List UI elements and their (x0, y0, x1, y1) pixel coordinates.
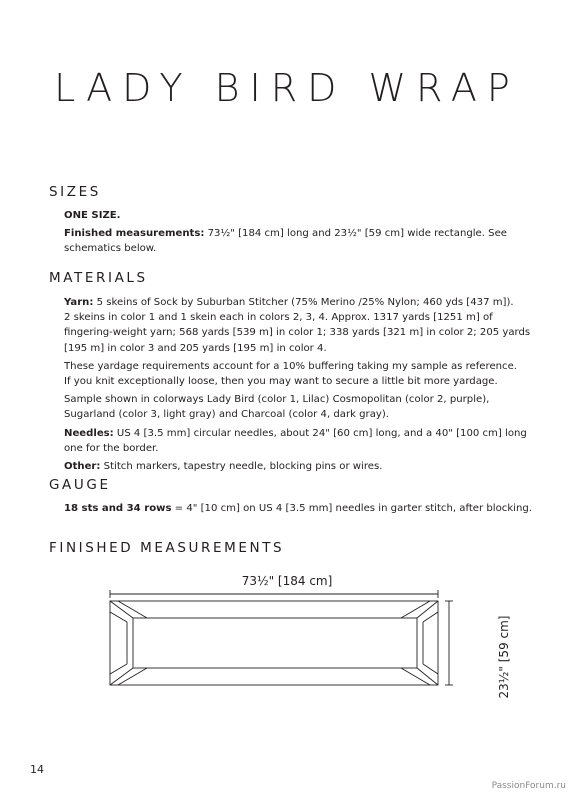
needles-line-2: one for the border. (64, 442, 159, 454)
page-number: 14 (30, 763, 44, 776)
needles-label: Needles: (64, 427, 114, 439)
gauge-label: 18 sts and 34 rows (64, 503, 172, 514)
yarn-label: Yarn: (64, 297, 94, 308)
sample-line-1: Sample shown in colorways Lady Bird (color 1, Lilac) Cosmopolitan (color 2, purple), (64, 394, 490, 406)
page-title: LADY BIRD WRAP (54, 66, 520, 110)
yarn-line-1: 5 skeins of Sock by Suburban Stitcher (75% Merino /25% Nylon; 460 yds [437 m]). (93, 297, 514, 308)
one-size-label: ONE SIZE. (64, 210, 121, 221)
other-label: Other: (64, 461, 101, 473)
length-dimension-label: 73½" [184 cm] (241, 574, 333, 588)
finished-text-2: schematics below. (64, 243, 157, 255)
yarn-line-3: fingering-weight yarn; 568 yards [539 m] in color 1; 338 yards [321 m] in color 2; 205 yards (64, 327, 531, 339)
other-text: Stitch markers, tapestry needle, blocking pins or wires. (100, 461, 383, 473)
materials-heading: MATERIALS (49, 270, 148, 286)
finished-label: Finished measurements: (64, 228, 205, 240)
sample-line-2: Sugarland (color 3, light gray) and Charcoal (color 4, dark gray). (64, 409, 390, 421)
finished-text: 73½" [184 cm] long and 23½" [59 cm] wide rectangle. See (204, 228, 508, 240)
yardage-line-1: These yardage requirements account for a 10% buffering taking my sample as reference. (64, 360, 518, 372)
wrap-center-panel (133, 618, 417, 668)
yardage-line-2: If you knit exceptionally loose, then you may want to secure a little bit more yardage. (64, 376, 498, 388)
gauge-text: = 4" [10 cm] on US 4 [3.5 mm] needles in garter stitch, after blocking. (171, 503, 532, 514)
wrap-outer-border (110, 601, 438, 685)
width-dimension-label: 23½" [59 cm] (497, 615, 511, 699)
needles-line-1: US 4 [3.5 mm] circular needles, about 24" [60 cm] long, and a 40" [100 cm] long (113, 427, 527, 439)
gauge-heading: GAUGE (49, 477, 111, 493)
finished-measurements-heading: FINISHED MEASUREMENTS (49, 540, 285, 556)
sizes-heading: SIZES (49, 184, 101, 200)
yarn-line-2: 2 skeins in color 1 and 1 skein each in colors 2, 3, 4. Approx. 1317 yards [1251 m] of (64, 312, 493, 324)
watermark: PassionForum.ru (491, 781, 566, 791)
yarn-line-4: [195 m] in color 3 and 205 yards [195 m] in color 4. (64, 342, 327, 354)
